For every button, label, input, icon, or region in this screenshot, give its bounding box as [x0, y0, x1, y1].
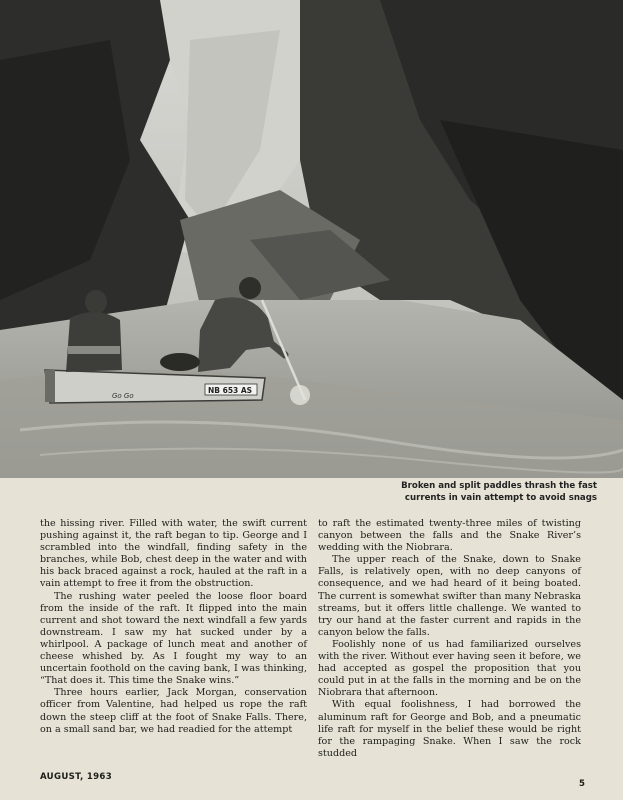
issue-date: AUGUST, 1963: [40, 772, 112, 782]
paragraph: The upper reach of the Snake, down to Snake Falls, is relatively open, with no deep canyons of consequence, and we had heard of it being boated. The current is somewhat swifter than many Nebraska streams, but it offers little challenge. We wanted to try our hand at the faster current and rapids in the canyon below the falls.: [318, 554, 581, 638]
paragraph: The rushing water peeled the loose floor board from the inside of the raft. It flipped into the main current and shot toward the next windfall a few yards downstream. I saw my hat sucked under by a whirlpool. A package of lunch meat and another of cheese whished by. As I fought my way to an uncertain foothold on the caving bank, I was thinking, “That does it. This time the Snake wins.”: [40, 590, 307, 687]
paragraph: to raft the estimated twenty-three miles of twisting canyon between the falls and the Snake River’s wedding with the Niobrara.: [318, 518, 581, 554]
caption-line-2: currents in vain attempt to avoid snags: [404, 492, 597, 503]
paragraph: With equal foolishness, I had borrowed the aluminum raft for George and Bob, and a pneumatic life raft for myself in the belief these would be right for the rampaging Snake. When I saw the rock studded: [318, 699, 581, 759]
article-left-column: [40, 518, 307, 736]
caption-line-1: Broken and split paddles thrash the fast: [401, 481, 597, 491]
paragraph: Foolishly none of us had familiarized ourselves with the river. Without ever having seen it before, we had accepted as gospel the proposition that you could put in at the falls in the morning and be on the Niobrara that afternoon.: [318, 638, 581, 699]
paragraph: the hissing river. Filled with water, the swift current pushing against it, the raft began to tip. George and I scrambled into the windfall, finding safety in the branches, while Bob, chest deep in the water and with his back braced against a rock, hauled at the raft in a vain attempt to free it from the obstruction.: [40, 518, 307, 590]
article-right-column: [318, 518, 581, 760]
raft-plate-text: NB 653 AS: [208, 386, 253, 395]
photo-caption: [337, 481, 597, 504]
raft-name-text: Go Go: [112, 392, 134, 400]
page-number: 5: [579, 779, 585, 789]
paragraph: Three hours earlier, Jack Morgan, conservation officer from Valentine, had helped us rope the raft down the steep cliff at the foot of Snake Falls. There, on a small sand bar, we had readied for the attempt: [40, 687, 307, 735]
